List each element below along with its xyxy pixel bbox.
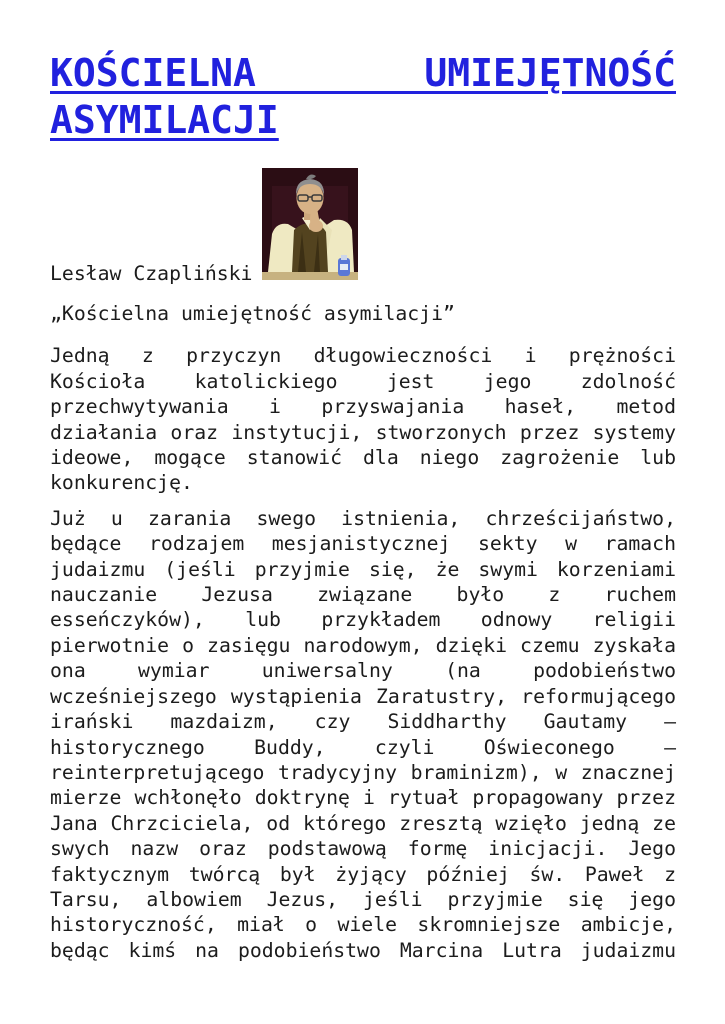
- text-line: reinterpretującego tradycyjny braminizm), w znacznej: [50, 760, 676, 784]
- text-line: wcześniejszego wystąpienia Zaratustry, reformującego: [50, 684, 676, 708]
- text-line: faktycznym twórcą był żyjący później św. Paweł z: [50, 862, 676, 886]
- text-line: działania oraz instytucji, stworzonych przez systemy: [50, 420, 676, 444]
- text-line: esseńczyków), lub przykładem odnowy religii: [50, 608, 676, 632]
- text-line: historycznego Buddy, czyli Oświeconego –: [50, 735, 676, 759]
- text-line: mierze wchłonęło doktrynę i rytuał propagowany przez: [50, 786, 676, 810]
- text-line: Jana Chrzciciela, od którego zresztą wzięło jedną ze: [50, 811, 676, 835]
- text-line: Jedną z przyczyn długowieczności i prężności: [50, 344, 676, 368]
- text-line: pierwotnie o zasięgu narodowym, dzięki czemu zyskała: [50, 633, 676, 657]
- text-line: Tarsu, albowiem Jezus, jeśli przyjmie się jego: [50, 887, 676, 911]
- text-line: historyczność, miał o wiele skromniejsze ambicje,: [50, 913, 676, 937]
- text-line: będące rodzajem mesjanistycznej sekty w ramach: [50, 532, 676, 556]
- text-line: irański mazdaizm, czy Siddharthy Gautamy –: [50, 710, 676, 734]
- author-byline: [50, 168, 676, 285]
- text-line: nauczanie Jezusa związane było z ruchem: [50, 583, 676, 607]
- text-line: będąc kimś na podobieństwo Marcina Lutra judaizmu: [50, 938, 676, 962]
- article-subtitle-quote: „Kościelna umiejętność asymilacji”: [50, 302, 455, 325]
- text-line: judaizmu (jeśli przyjmie się, że swymi korzeniami: [50, 557, 676, 581]
- text-line: przechwytywania i przyswajania haseł, metod: [50, 395, 676, 419]
- text-line: Kościoła katolickiego jest jego zdolność: [50, 369, 676, 393]
- text-line: konkurencję.: [50, 471, 193, 495]
- text-line: ona wymiar uniwersalny (na podobieństwo: [50, 659, 676, 683]
- text-line: Już u zarania swego istnienia, chrześcijaństwo,: [50, 506, 676, 530]
- text-line: ideowe, mogące stanowić dla niego zagrożenie lub: [50, 446, 676, 470]
- text-line: swych nazw oraz podstawową formę inicjacji. Jego: [50, 837, 676, 861]
- page-title: KOŚCIELNA UMIEJĘTNOŚĆ ASYMILACJI: [50, 51, 676, 142]
- author-photo: [262, 168, 358, 280]
- article-body: [50, 343, 676, 963]
- body-paragraph: [50, 506, 676, 963]
- author-name: Lesław Czapliński: [50, 262, 253, 285]
- body-paragraph: [50, 343, 676, 495]
